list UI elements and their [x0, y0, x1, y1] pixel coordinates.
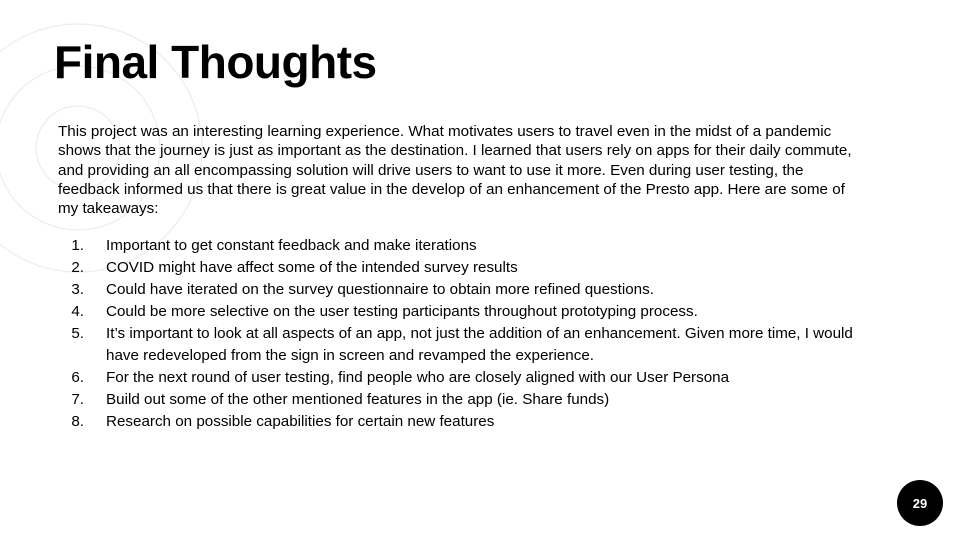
list-text: For the next round of user testing, find people who are closely aligned with our User Persona: [106, 369, 730, 386]
list-text: Could have iterated on the survey questionnaire to obtain more refined questions.: [106, 281, 654, 298]
list-item: [58, 389, 858, 411]
list-number: 5.: [71, 325, 84, 342]
list-item: [58, 235, 858, 257]
page-number-badge: 29: [897, 480, 943, 526]
list-item: [58, 367, 858, 389]
list-text: Research on possible capabilities for certain new features: [106, 413, 495, 430]
list-number: 2.: [71, 259, 84, 276]
list-item: [58, 323, 858, 367]
list-text: Build out some of the other mentioned features in the app (ie. Share funds): [106, 391, 610, 408]
list-text: COVID might have affect some of the intended survey results: [106, 259, 518, 276]
list-number: 7.: [71, 391, 84, 408]
intro-paragraph: This project was an interesting learning experience. What motivates users to travel even in the midst of a pandemic shows that the journey is just as important as the destination. I learned that users rely on apps for their daily commute, and providing an all encompassing solution will drive users to want to use it more. Even during user testing, the feedback informed us that there is great value in the develop of an enhancement of the Presto app. Here are some of my takeaways:: [58, 123, 852, 218]
takeaways-list: [58, 235, 858, 433]
list-item: [58, 411, 858, 433]
list-item: [58, 257, 858, 279]
list-number: 4.: [71, 303, 84, 320]
list-text: Important to get constant feedback and make iterations: [106, 237, 477, 254]
list-item: [58, 279, 858, 301]
list-number: 1.: [71, 237, 84, 254]
list-number: 6.: [71, 369, 84, 386]
slide-title: Final Thoughts: [54, 36, 377, 88]
list-item: [58, 301, 858, 323]
list-text: Could be more selective on the user testing participants throughout prototyping process.: [106, 303, 698, 320]
list-text: It’s important to look at all aspects of an app, not just the addition of an enhancement. Given more time, I would have redeveloped from the sign in screen and revamped the experience.: [106, 325, 853, 364]
list-number: 8.: [71, 413, 84, 430]
list-number: 3.: [71, 281, 84, 298]
